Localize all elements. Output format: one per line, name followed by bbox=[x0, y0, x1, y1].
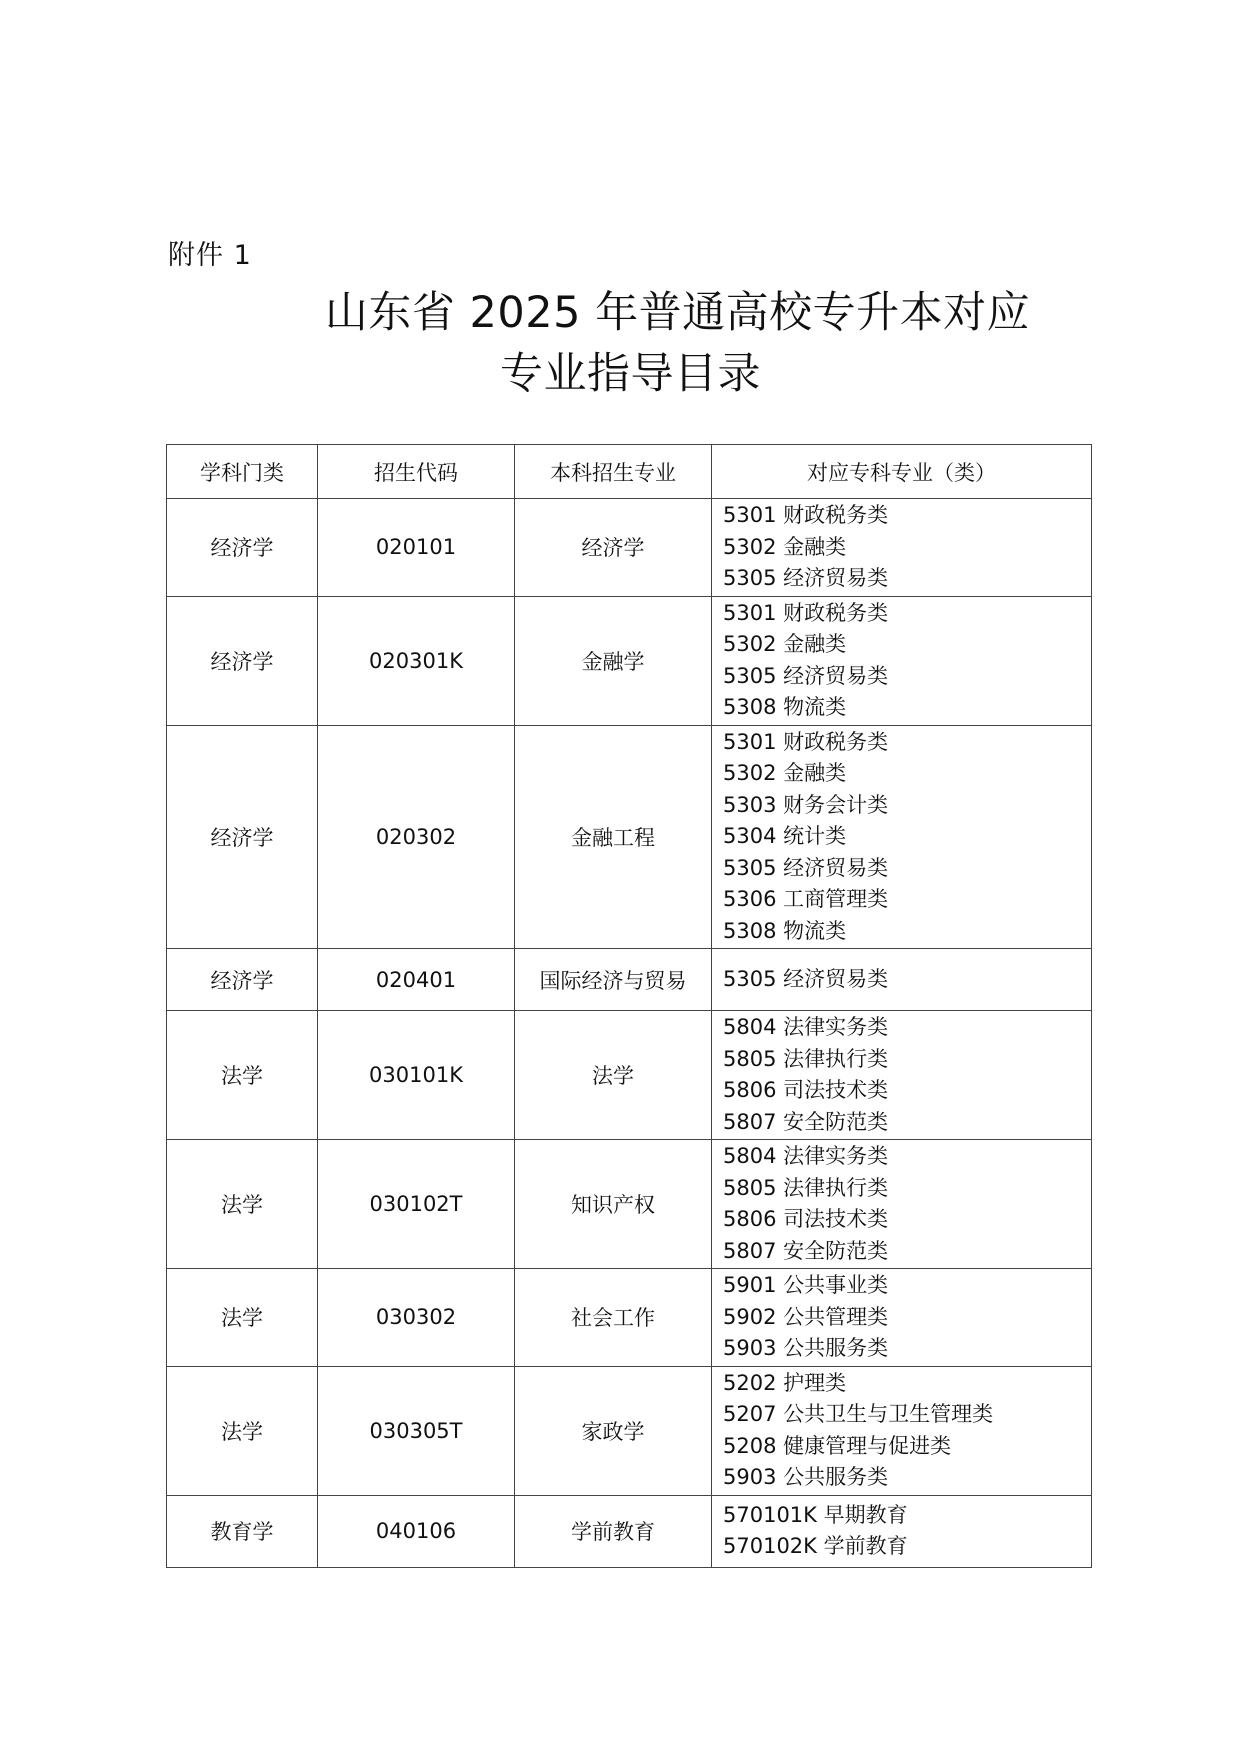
header-discipline: 学科门类 bbox=[167, 445, 318, 499]
vocational-major-item: 5807 安全防范类 bbox=[723, 1238, 889, 1263]
code-cell: 030305T bbox=[318, 1366, 515, 1495]
vocational-major-item: 5305 经济贸易类 bbox=[723, 663, 889, 688]
code-cell: 020301K bbox=[318, 596, 515, 725]
vocational-major-item: 5305 经济贸易类 bbox=[723, 966, 889, 991]
vocational-major-item: 5302 金融类 bbox=[723, 761, 847, 785]
code-cell: 030101K bbox=[318, 1011, 515, 1140]
vocational-major-item: 5805 法律执行类 bbox=[723, 1046, 889, 1071]
vocational-major-item: 570101K 早期教育 bbox=[723, 1502, 908, 1527]
discipline-cell: 教育学 bbox=[167, 1495, 318, 1567]
header-major: 本科招生专业 bbox=[515, 445, 712, 499]
discipline-cell: 法学 bbox=[167, 1269, 318, 1367]
discipline-cell: 法学 bbox=[167, 1366, 318, 1495]
vocational-majors-cell bbox=[712, 596, 1092, 725]
vocational-major-item: 5305 经济贸易类 bbox=[723, 855, 889, 880]
header-vocational: 对应专科专业（类） bbox=[712, 445, 1092, 499]
table-row bbox=[167, 1269, 1092, 1367]
table-row bbox=[167, 596, 1092, 725]
attachment-label: 附件 1 bbox=[168, 240, 252, 271]
major-catalog-table bbox=[166, 444, 1092, 1568]
discipline-cell: 法学 bbox=[167, 1140, 318, 1269]
discipline-cell: 法学 bbox=[167, 1011, 318, 1140]
major-cell: 学前教育 bbox=[515, 1495, 712, 1567]
vocational-major-item: 5301 财政税务类 bbox=[723, 503, 889, 527]
vocational-major-item: 5903 公共服务类 bbox=[723, 1336, 889, 1360]
code-cell: 020401 bbox=[318, 949, 515, 1011]
discipline-cell: 经济学 bbox=[167, 499, 318, 597]
major-cell: 金融学 bbox=[515, 596, 712, 725]
table-row bbox=[167, 949, 1092, 1011]
table-row bbox=[167, 725, 1092, 949]
header-code: 招生代码 bbox=[318, 445, 515, 499]
vocational-major-item: 5302 金融类 bbox=[723, 534, 847, 559]
vocational-major-item: 5301 财政税务类 bbox=[723, 729, 889, 754]
vocational-major-item: 5303 财务会计类 bbox=[723, 792, 889, 817]
vocational-majors-cell bbox=[712, 1011, 1092, 1140]
vocational-major-item: 5207 公共卫生与卫生管理类 bbox=[723, 1402, 994, 1426]
vocational-major-item: 5805 法律执行类 bbox=[723, 1175, 889, 1200]
vocational-major-item: 5806 司法技术类 bbox=[723, 1078, 889, 1102]
vocational-major-item: 5807 安全防范类 bbox=[723, 1109, 889, 1134]
table-row bbox=[167, 499, 1092, 597]
discipline-cell: 经济学 bbox=[167, 949, 318, 1011]
code-cell: 020101 bbox=[318, 499, 515, 597]
vocational-majors-cell bbox=[712, 1495, 1092, 1567]
vocational-majors-cell bbox=[712, 499, 1092, 597]
major-cell: 社会工作 bbox=[515, 1269, 712, 1367]
table-row bbox=[167, 1140, 1092, 1269]
vocational-majors-cell bbox=[712, 1366, 1092, 1495]
major-cell: 知识产权 bbox=[515, 1140, 712, 1269]
vocational-major-item: 5308 物流类 bbox=[723, 918, 847, 943]
table-row bbox=[167, 1366, 1092, 1495]
code-cell: 030302 bbox=[318, 1269, 515, 1367]
vocational-majors-cell bbox=[712, 725, 1092, 949]
code-cell: 020302 bbox=[318, 725, 515, 949]
major-cell: 经济学 bbox=[515, 499, 712, 597]
major-cell: 国际经济与贸易 bbox=[515, 949, 712, 1011]
vocational-major-item: 5301 财政税务类 bbox=[723, 600, 889, 625]
vocational-major-item: 5208 健康管理与促进类 bbox=[723, 1433, 952, 1458]
discipline-cell: 经济学 bbox=[167, 596, 318, 725]
discipline-cell: 经济学 bbox=[167, 725, 318, 949]
vocational-major-item: 5305 经济贸易类 bbox=[723, 566, 889, 590]
table-header-row bbox=[167, 445, 1092, 499]
major-cell: 法学 bbox=[515, 1011, 712, 1140]
table-row bbox=[167, 1011, 1092, 1140]
vocational-major-item: 5903 公共服务类 bbox=[723, 1465, 889, 1489]
major-cell: 金融工程 bbox=[515, 725, 712, 949]
vocational-major-item: 5804 法律实务类 bbox=[723, 1015, 889, 1039]
vocational-major-item: 5902 公共管理类 bbox=[723, 1304, 889, 1329]
major-cell: 家政学 bbox=[515, 1366, 712, 1495]
vocational-major-item: 5308 物流类 bbox=[723, 695, 847, 719]
vocational-major-item: 5806 司法技术类 bbox=[723, 1207, 889, 1231]
vocational-major-item: 5304 统计类 bbox=[723, 824, 847, 848]
vocational-major-item: 5804 法律实务类 bbox=[723, 1144, 889, 1168]
vocational-major-item: 570102K 学前教育 bbox=[723, 1534, 908, 1558]
table-row bbox=[167, 1495, 1092, 1567]
vocational-major-item: 5306 工商管理类 bbox=[723, 887, 889, 911]
page-title-line-1: 山东省 2025 年普通高校专升本对应 bbox=[324, 288, 1031, 338]
code-cell: 040106 bbox=[318, 1495, 515, 1567]
code-cell: 030102T bbox=[318, 1140, 515, 1269]
vocational-major-item: 5302 金融类 bbox=[723, 632, 847, 656]
vocational-majors-cell bbox=[712, 1140, 1092, 1269]
vocational-major-item: 5901 公共事业类 bbox=[723, 1273, 889, 1297]
page-title-line-2: 专业指导目录 bbox=[500, 349, 761, 399]
vocational-majors-cell bbox=[712, 1269, 1092, 1367]
vocational-major-item: 5202 护理类 bbox=[723, 1370, 847, 1395]
vocational-majors-cell bbox=[712, 949, 1092, 1011]
